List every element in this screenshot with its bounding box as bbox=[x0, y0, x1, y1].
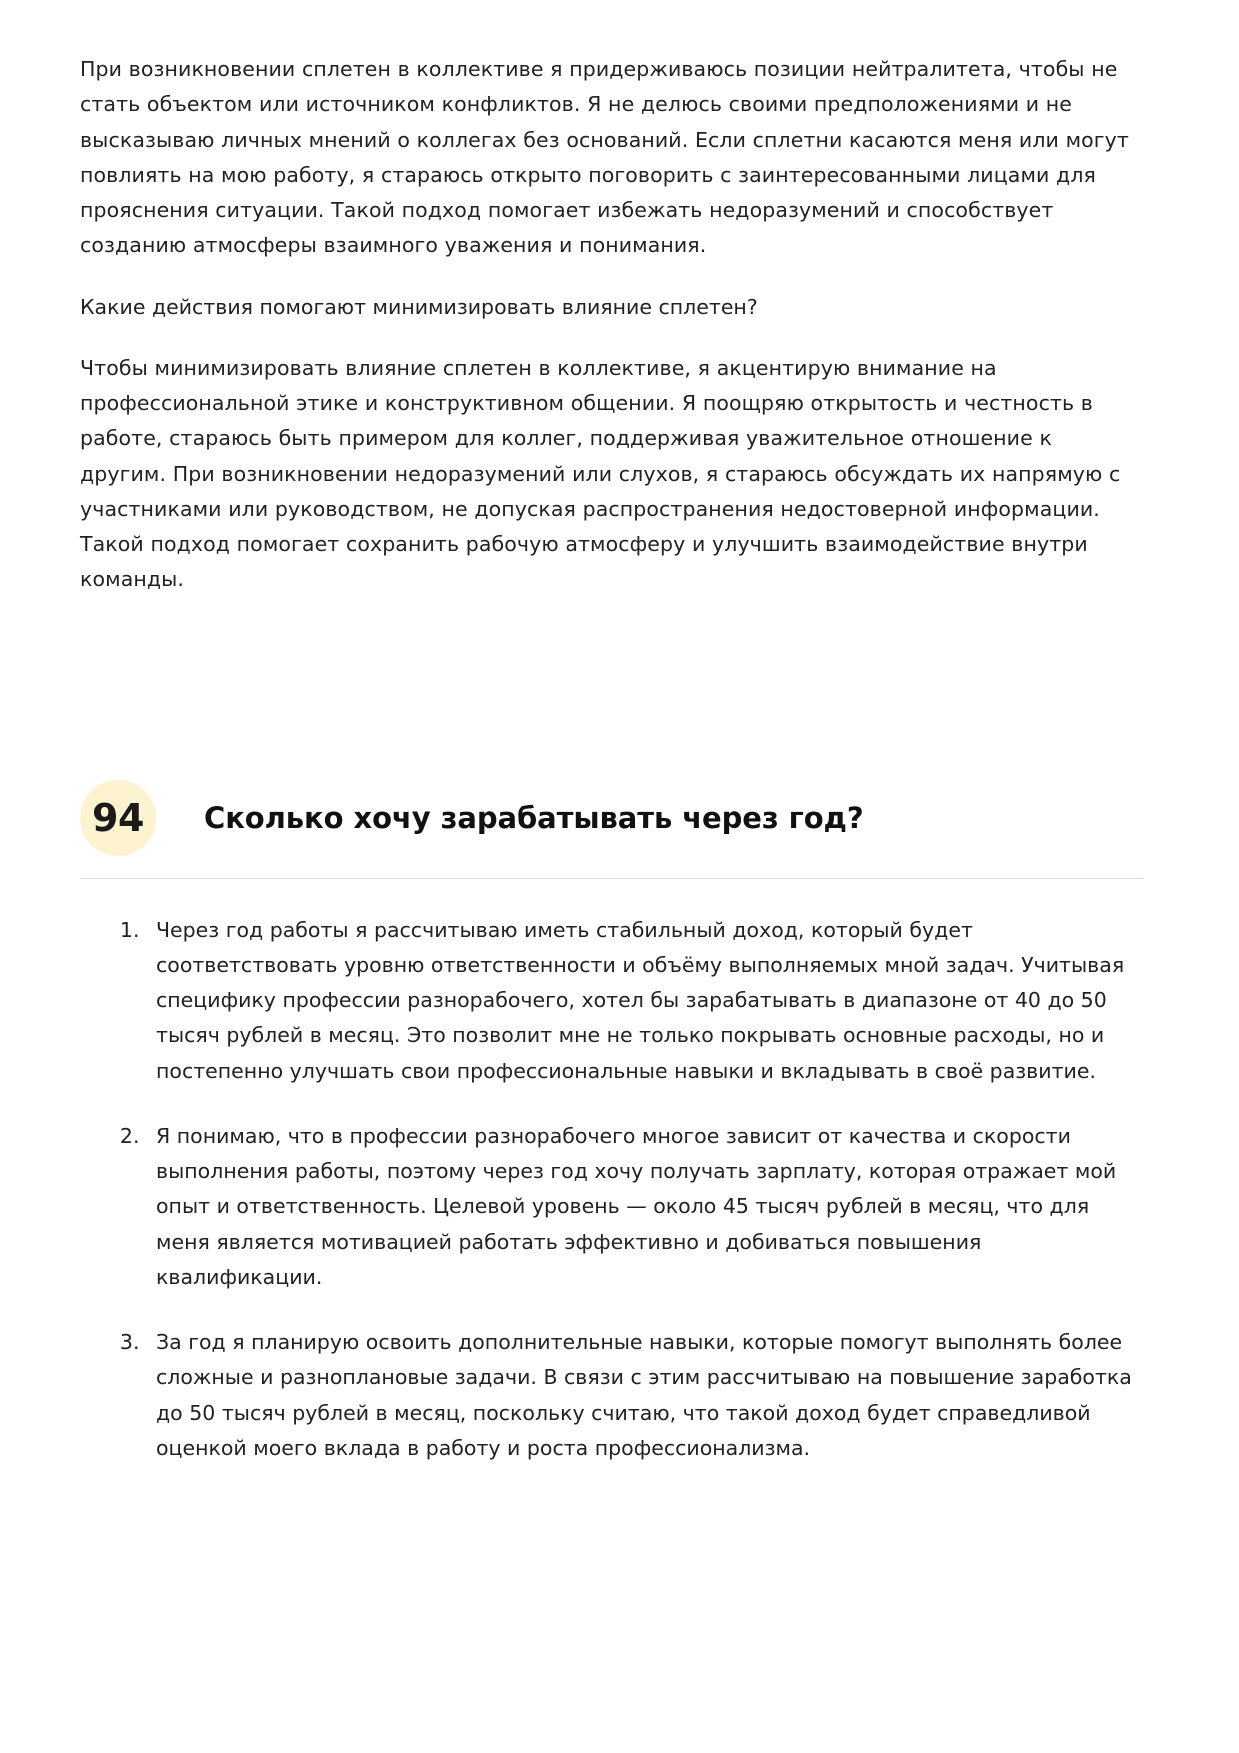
paragraph-question: Какие действия помогают минимизировать влияние сплетен? bbox=[80, 294, 758, 319]
answer-list bbox=[80, 913, 1143, 1467]
paragraph-minimize: Чтобы минимизировать влияние сплетен в коллективе, я акцентирую внимание на профессиональной этике и конструктивном общении. Я поощряю открытость и честность в работе, стараюсь быть примером для коллег, поддерживая уважительное отношение к другим. При возникновении недоразумений или слухов, я стараюсь обсуждать их напрямую с участниками или руководством, не допуская распространения недостоверной информации. Такой подход помогает сохранить рабочую атмосферу и улучшить взаимодействие внутри команды. bbox=[80, 355, 1121, 592]
intro-block bbox=[80, 52, 1143, 598]
list-item: 2. Я понимаю, что в профессии разнорабочего многое зависит от качества и скорости выполнения работы, поэтому через год хочу получать зарплату, которая отражает мой опыт и ответственность. Целевой уровень — около 45 тысяч рублей в месяц, что для меня является мотивацией работать эффективно и добиваться повышения квалификации. bbox=[146, 1119, 1143, 1295]
section-number-badge: 94 bbox=[80, 780, 156, 856]
paragraph-neutrality: При возникновении сплетен в коллективе я придерживаюсь позиции нейтралитета, чтобы не стать объектом или источником конфликтов. Я не делюсь своими предположениями и не высказываю личных мнений о коллегах без оснований. Если сплетни касаются меня или могут повлиять на мою работу, я стараюсь открыто поговорить с заинтересованными лицами для прояснения ситуации. Такой подход помогает избежать недоразумений и способствует созданию атмосферы взаимного уважения и понимания. bbox=[80, 57, 1129, 258]
list-item: 3. За год я планирую освоить дополнительные навыки, которые помогут выполнять более сложные и разноплановые задачи. В связи с этим рассчитываю на повышение заработка до 50 тысяч рублей в месяц, поскольку считаю, что такой доход будет справедливой оценкой моего вклада в работу и роста профессионализма. bbox=[146, 1325, 1143, 1466]
section-title: Сколько хочу зарабатывать через год? bbox=[204, 800, 864, 835]
list-item: 1. Через год работы я рассчитываю иметь стабильный доход, который будет соответствовать уровню ответственности и объёму выполняемых мной задач. Учитывая специфику профессии разнорабочего, хотел бы зарабатывать в диапазоне от 40 до 50 тысяч рублей в месяц. Это позволит мне не только покрывать основные расходы, но и постепенно улучшать свои профессиональные навыки и вкладывать в своё развитие. bbox=[146, 913, 1143, 1089]
section-spacer bbox=[80, 598, 1143, 780]
section-header bbox=[80, 780, 1143, 879]
